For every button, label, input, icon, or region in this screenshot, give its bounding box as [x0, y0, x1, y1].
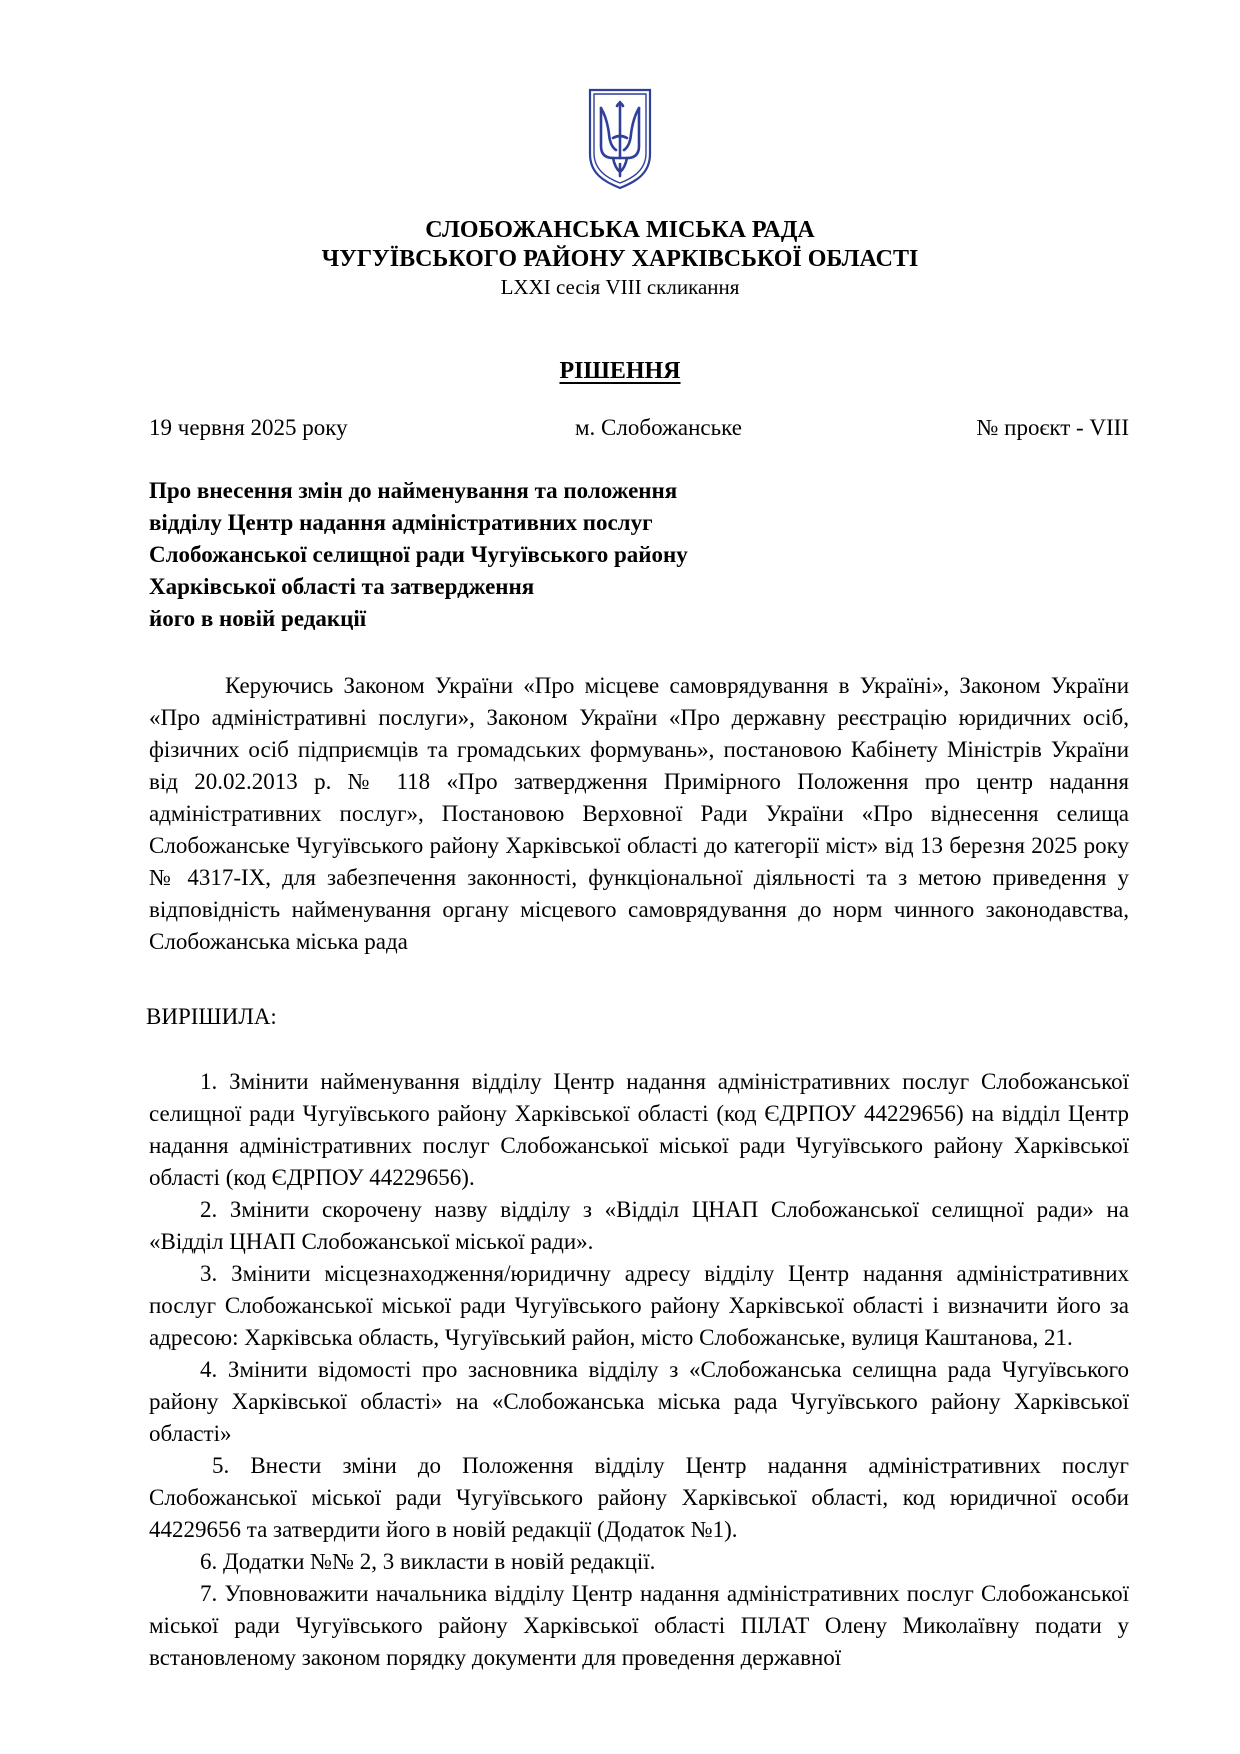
council-name: СЛОБОЖАНСЬКА МІСЬКА РАДА [425, 217, 815, 243]
decided-heading: ВИРІШИЛА: [146, 1004, 277, 1029]
title-line: його в новій редакції [149, 606, 367, 631]
preamble [149, 670, 1129, 958]
title-line: відділу Центр надання адміністративних послуг [149, 510, 653, 535]
decision-title [149, 475, 688, 635]
decision-item: 4. Змінити відомості про засновника відділу з «Слобожанська селищна рада Чугуївського району Харківської області» на «Слобожанська міська рада Чугуївського району Харківської області» [149, 1357, 1129, 1446]
decision-item: 3. Змінити місцезнаходження/юридичну адресу відділу Центр надання адміністративних послуг Слобожанської міської ради Чугуївського району Харківської області і визначити його за адресою: Харківська область, Чугуївський район, місто Слобожанське, вулиця Каштанова, 21. [149, 1261, 1129, 1350]
district-name: ЧУГУЇВСЬКОГО РАЙОНУ ХАРКІВСЬКОЇ ОБЛАСТІ [321, 246, 919, 272]
title-line: Харківської області та затвердження [149, 574, 535, 599]
session-line: LXXI сесія VIII скликання [500, 275, 740, 299]
decision-items [149, 1066, 1129, 1674]
title-line: Про внесення змін до найменування та положення [149, 478, 678, 503]
decision-number: № проєкт - VIІІ [976, 415, 1129, 440]
title-line: Слобожанської селищної ради Чугуївського району [149, 542, 688, 567]
ukraine-trident-icon [587, 88, 653, 190]
preamble-text: Керуючись Законом України «Про місцеве самоврядування в Україні», Законом України «Про адміністративні послуги», Законом України «Про державну реєстрацію юридичних осіб, фізичних осіб підприємців та громадських формувань», постановою Кабінету Міністрів України від 20.02.2013 р. № 118 «Про затвердження Примірного Положення про центр надання адміністративних послуг», Постановою Верховної Ради України «Про віднесення селища Слобожанське Чугуївського району Харківської області до категорії міст» від 13 березня 2025 року № 4317-IX, для забезпечення законності, функціональної діяльності та з метою приведення у відповідність найменування органу місцевого самоврядування до норм чинного законодавства, Слобожанська міська рада [149, 673, 1129, 954]
decision-item: 7. Уповноважити начальника відділу Центр надання адміністративних послуг Слобожанської міської ради Чугуївського району Харківської області ПІЛАТ Олену Миколаївну подати у встановленому законом порядку документи для проведення державної [149, 1581, 1129, 1670]
decision-item: 5. Внести зміни до Положення відділу Центр надання адміністративних послуг Слобожанської міської ради Чугуївського району Харківської області, код юридичної особи 44229656 та затвердити його в новій редакції (Додаток №1). [149, 1453, 1129, 1542]
decision-item: 1. Змінити найменування відділу Центр надання адміністративних послуг Слобожанської селищної ради Чугуївського району Харківської області (код ЄДРПОУ 44229656) на відділ Центр надання адміністративних послуг Слобожанської міської ради Чугуївського району Харківської області (код ЄДРПОУ 44229656). [149, 1069, 1129, 1190]
decision-date: 19 червня 2025 року [149, 415, 348, 440]
document-type: РІШЕННЯ [559, 358, 681, 384]
decision-item: 6. Додатки №№ 2, 3 викласти в новій редакції. [200, 1549, 656, 1574]
decision-place: м. Слобожанське [575, 415, 742, 440]
decision-item: 2. Змінити скорочену назву відділу з «Відділ ЦНАП Слобожанської селищної ради» на «Відділ ЦНАП Слобожанської міської ради». [149, 1197, 1129, 1254]
